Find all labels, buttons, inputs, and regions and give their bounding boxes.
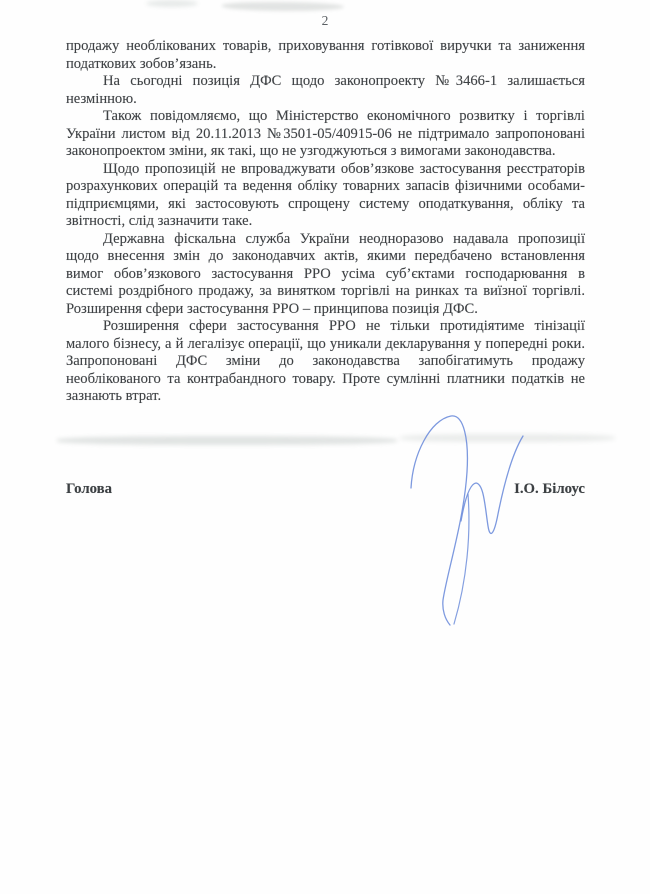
signer-name: І.О. Білоус (514, 481, 585, 497)
handwritten-signature (398, 408, 538, 638)
paragraph: Також повідомляємо, що Міністерство економічного розвитку і торгівлі України листом від 20.11.2013 №3501-05/40915-06 не підтримало запропоновані законопроектом зміни, як такі, що не узгоджуються з вимогами законодавства. (66, 108, 585, 159)
scan-smudge (57, 436, 397, 445)
signature-stroke (411, 416, 467, 625)
scan-smudge (400, 434, 615, 442)
page-number: 2 (321, 13, 329, 28)
signature-stroke (454, 494, 469, 624)
paragraph: Державна фіскальна служба України неодноразово надавала пропозиції щодо внесення змін до законодавчих актів, якими передбачено встановлення вимог обов’язкового застосування РРО усіма суб’єктами господарювання в системі роздрібного продажу, за винятком торгівлі на ринках та виїзної торгівлі. Розширення сфери застосування РРО – принципова позиція ДФС. (66, 230, 585, 317)
signature-block (66, 481, 585, 498)
paragraph: На сьогодні позиція ДФС щодо законопроекту №3466-1 залишається незмінною. (66, 73, 585, 107)
paragraph: продажу необлікованих товарів, приховування готівкової виручки та заниження податкових зобов’язань. (66, 38, 585, 72)
scan-smudge (146, 0, 198, 7)
paragraph: Розширення сфери застосування РРО не тільки протидіятиме тінізації малого бізнесу, а й легалізує операції, що уникали декларування у попередні роки. Запропоновані ДФС зміни до законодавства запобігатимуть продажу необлікованого та контрабандного товару. Проте сумлінні платники податків не зазнають втрат. (66, 318, 585, 404)
letter-body (66, 38, 585, 406)
signer-title: Голова (66, 481, 113, 497)
scan-smudge (222, 2, 344, 11)
paragraph: Щодо пропозицій не впроваджувати обов’язкове застосування реєстраторів розрахункових операцій та ведення обліку товарних запасів фізичними особами-підприємцями, які застосовують спрощену систему оподаткування, обліку та звітності, слід зазначити таке. (66, 160, 585, 229)
